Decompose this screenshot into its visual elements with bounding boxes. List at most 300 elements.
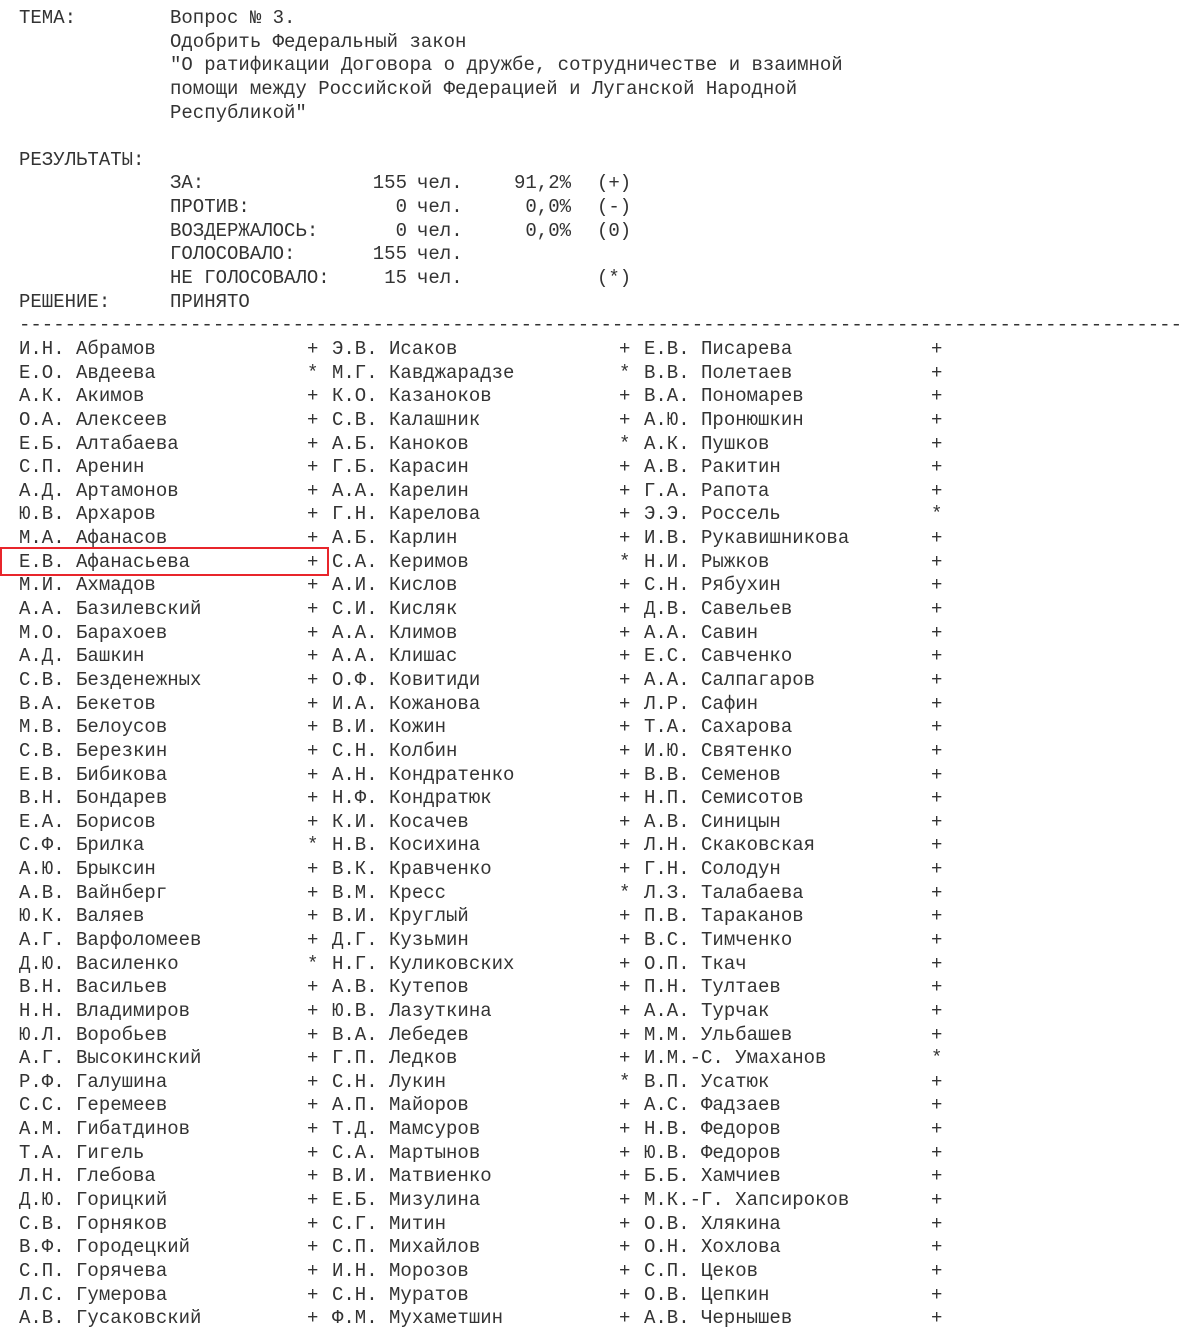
table-row <box>19 1307 959 1331</box>
table-row <box>19 527 959 551</box>
result-sign: (+) <box>597 172 632 195</box>
decision-row <box>19 291 959 315</box>
deputy-name: А.Д. Артамонов <box>19 479 179 502</box>
result-unit: чел. <box>417 196 463 219</box>
deputy-name: Т.Д. Мамсуров <box>332 1118 481 1141</box>
deputy-name: Д.В. Савельев <box>644 598 793 621</box>
deputy-name: М.А. Афанасов <box>19 527 168 550</box>
vote-mark: + <box>307 598 319 621</box>
vote-mark: + <box>619 1118 631 1141</box>
vote-mark: + <box>931 621 943 644</box>
results-label: РЕЗУЛЬТАТЫ: <box>19 148 145 171</box>
vote-mark: + <box>931 1283 943 1306</box>
result-sign: (0) <box>597 219 632 242</box>
table-row <box>19 480 959 504</box>
vote-mark: + <box>619 1212 631 1235</box>
deputy-name: Л.Н. Глебова <box>19 1165 156 1188</box>
vote-mark: + <box>931 598 943 621</box>
result-count: 0 <box>395 196 407 219</box>
deputy-name: Е.Б. Алтабаева <box>19 432 179 455</box>
vote-mark: + <box>619 645 631 668</box>
table-row <box>19 1260 959 1284</box>
table-row <box>19 1000 959 1024</box>
deputy-name: В.А. Бекетов <box>19 692 156 715</box>
vote-mark: + <box>307 976 319 999</box>
deputy-name: Е.О. Авдеева <box>19 361 156 384</box>
deputy-name: Э.Э. Россель <box>644 503 781 526</box>
result-count: 15 <box>384 267 407 290</box>
vote-mark: + <box>307 1070 319 1093</box>
vote-mark: + <box>931 361 943 384</box>
deputy-name: А.А. Карелин <box>332 479 469 502</box>
table-row <box>19 1165 959 1189</box>
vote-mark: + <box>307 1236 319 1259</box>
vote-mark: + <box>931 550 943 573</box>
table-row <box>19 598 959 622</box>
deputy-name: Ю.Л. Воробьев <box>19 1023 168 1046</box>
vote-mark: + <box>307 810 319 833</box>
deputy-name: М.Г. Кавджарадзе <box>332 361 515 384</box>
deputy-name: А.В. Ракитин <box>644 456 781 479</box>
deputy-name: С.А. Мартынов <box>332 1141 481 1164</box>
deputy-name: Г.П. Ледков <box>332 1047 458 1070</box>
deputy-name: С.Н. Колбин <box>332 739 458 762</box>
deputy-name: А.П. Майоров <box>332 1094 469 1117</box>
deputy-name: А.Ю. Пронюшкин <box>644 408 804 431</box>
deputy-name: С.П. Горячева <box>19 1259 168 1282</box>
vote-mark: + <box>619 716 631 739</box>
results-heading <box>19 149 959 173</box>
vote-mark: + <box>931 645 943 668</box>
deputy-name: О.Н. Хохлова <box>644 1236 781 1259</box>
table-row <box>19 1071 959 1095</box>
deputy-name: А.В. Вайнберг <box>19 881 168 904</box>
vote-mark: * <box>931 1047 943 1070</box>
vote-mark: + <box>619 952 631 975</box>
deputy-name: А.М. Гибатдинов <box>19 1118 191 1141</box>
vote-mark: + <box>307 905 319 928</box>
vote-mark: + <box>307 645 319 668</box>
table-row <box>19 1284 959 1308</box>
vote-mark: + <box>931 1259 943 1282</box>
deputy-name: О.П. Ткач <box>644 952 747 975</box>
deputy-name: И.Н. Морозов <box>332 1259 469 1282</box>
vote-mark: + <box>931 739 943 762</box>
deputy-name: В.А. Лебедев <box>332 1023 469 1046</box>
blank-line <box>19 125 959 149</box>
result-percent: 0,0% <box>525 196 571 219</box>
vote-document <box>19 7 1182 1331</box>
deputy-name: С.С. Геремеев <box>19 1094 168 1117</box>
table-row <box>19 953 959 977</box>
vote-mark: + <box>619 834 631 857</box>
vote-mark: + <box>619 668 631 691</box>
deputy-name: В.И. Матвиенко <box>332 1165 492 1188</box>
deputy-name: В.В. Полетаев <box>644 361 793 384</box>
deputy-name: А.Ю. Брыксин <box>19 858 156 881</box>
deputy-name: М.К.-Г. Хапсироков <box>644 1189 850 1212</box>
vote-mark: * <box>931 503 943 526</box>
vote-mark: + <box>307 1023 319 1046</box>
vote-mark: + <box>307 858 319 881</box>
deputy-name: Ю.В. Федоров <box>644 1141 781 1164</box>
table-row <box>19 740 959 764</box>
vote-mark: + <box>931 1212 943 1235</box>
vote-mark: + <box>307 503 319 526</box>
deputy-name: Н.И. Рыжков <box>644 550 770 573</box>
vote-mark: + <box>931 976 943 999</box>
vote-mark: + <box>307 1094 319 1117</box>
deputy-name: Г.А. Рапота <box>644 479 770 502</box>
deputy-name: Б.Б. Хамчиев <box>644 1165 781 1188</box>
vote-mark: + <box>619 1047 631 1070</box>
vote-mark: + <box>619 408 631 431</box>
vote-mark: + <box>931 763 943 786</box>
deputy-name: А.Б. Каноков <box>332 432 469 455</box>
vote-mark: + <box>619 1141 631 1164</box>
deputy-name: М.В. Белоусов <box>19 716 168 739</box>
vote-mark: + <box>931 1070 943 1093</box>
deputy-name: А.В. Кутепов <box>332 976 469 999</box>
vote-mark: + <box>619 456 631 479</box>
deputy-name: А.Б. Карлин <box>332 527 458 550</box>
deputy-name: В.П. Усатюк <box>644 1070 770 1093</box>
table-row <box>19 929 959 953</box>
result-count: 155 <box>372 243 407 266</box>
vote-mark: + <box>307 550 319 573</box>
deputy-name: В.Н. Васильев <box>19 976 168 999</box>
topic-text: Республикой" <box>170 101 307 124</box>
vote-mark: + <box>931 999 943 1022</box>
vote-mark: + <box>931 952 943 975</box>
decision-label: РЕШЕНИЕ: <box>19 290 111 313</box>
vote-mark: + <box>931 456 943 479</box>
vote-mark: + <box>307 1118 319 1141</box>
result-percent: 0,0% <box>525 219 571 242</box>
table-row <box>19 551 959 575</box>
deputy-name: Г.Н. Карелова <box>332 503 481 526</box>
deputy-name: С.Н. Рябухин <box>644 574 781 597</box>
vote-mark: + <box>619 527 631 550</box>
result-sign: (*) <box>597 267 632 290</box>
deputy-name: П.В. Тараканов <box>644 905 804 928</box>
vote-mark: + <box>307 763 319 786</box>
vote-mark: + <box>619 739 631 762</box>
vote-mark: + <box>931 1023 943 1046</box>
vote-mark: * <box>619 361 631 384</box>
table-row <box>19 716 959 740</box>
deputy-name: В.А. Пономарев <box>644 385 804 408</box>
deputy-name: Н.В. Федоров <box>644 1118 781 1141</box>
deputy-name: Ю.В. Архаров <box>19 503 156 526</box>
vote-mark: + <box>619 1165 631 1188</box>
vote-mark: + <box>307 692 319 715</box>
deputy-name: Е.В. Бибикова <box>19 763 168 786</box>
deputy-name: Л.З. Талабаева <box>644 881 804 904</box>
topic-line <box>19 78 959 102</box>
vote-mark: + <box>931 1189 943 1212</box>
vote-mark: + <box>931 385 943 408</box>
deputy-name: М.О. Барахоев <box>19 621 168 644</box>
deputy-name: А.В. Гусаковский <box>19 1307 202 1330</box>
deputy-name: О.В. Хлякина <box>644 1212 781 1235</box>
vote-mark: + <box>307 432 319 455</box>
deputy-name: С.В. Безденежных <box>19 668 202 691</box>
result-label: ПРОТИВ: <box>170 196 250 219</box>
deputy-name: Ю.В. Лазуткина <box>332 999 492 1022</box>
deputy-name: И.А. Кожанова <box>332 692 481 715</box>
vote-mark: + <box>619 598 631 621</box>
vote-mark: + <box>619 1189 631 1212</box>
deputy-name: А.С. Фадзаев <box>644 1094 781 1117</box>
vote-mark: + <box>619 976 631 999</box>
table-row <box>19 834 959 858</box>
topic-text: "О ратификации Договора о дружбе, сотрудничестве и взаимной <box>170 54 843 77</box>
deputy-name: О.В. Цепкин <box>644 1283 770 1306</box>
vote-mark: + <box>307 1047 319 1070</box>
result-sign: (-) <box>597 196 632 219</box>
vote-mark: + <box>619 1307 631 1330</box>
deputy-name: Д.Г. Кузьмин <box>332 928 469 951</box>
deputy-name: А.Г. Варфоломеев <box>19 928 202 951</box>
result-row <box>19 220 959 244</box>
vote-mark: + <box>307 408 319 431</box>
vote-mark: + <box>307 739 319 762</box>
deputy-name: Е.В. Афанасьева <box>19 550 191 573</box>
deputy-name: С.П. Цеков <box>644 1259 759 1282</box>
vote-mark: + <box>619 763 631 786</box>
deputy-name: В.В. Семенов <box>644 763 781 786</box>
table-row <box>19 1118 959 1142</box>
vote-mark: + <box>931 668 943 691</box>
table-row <box>19 456 959 480</box>
vote-mark: * <box>307 952 319 975</box>
deputy-name: Д.Ю. Василенко <box>19 952 179 975</box>
result-label: ЗА: <box>170 172 205 195</box>
deputy-name: А.А. Турчак <box>644 999 770 1022</box>
deputy-name: С.Ф. Брилка <box>19 834 145 857</box>
deputy-name: Н.Ф. Кондратюк <box>332 787 492 810</box>
result-count: 155 <box>372 172 407 195</box>
deputy-name: Р.Ф. Галушина <box>19 1070 168 1093</box>
deputy-name: Н.П. Семисотов <box>644 787 804 810</box>
deputy-name: Е.А. Борисов <box>19 810 156 833</box>
deputy-name: Л.Р. Сафин <box>644 692 759 715</box>
vote-mark: + <box>619 1094 631 1117</box>
table-row <box>19 1213 959 1237</box>
result-count: 0 <box>395 219 407 242</box>
table-row <box>19 362 959 386</box>
deputy-name: М.М. Ульбашев <box>644 1023 793 1046</box>
table-row <box>19 1047 959 1071</box>
separator-line: ------------------------------------------------------------------------------------------------------ <box>19 314 1182 337</box>
deputy-name: С.А. Керимов <box>332 550 469 573</box>
decision-value: ПРИНЯТО <box>170 290 250 313</box>
result-label: ГОЛОСОВАЛО: <box>170 243 296 266</box>
deputy-name: Г.Б. Карасин <box>332 456 469 479</box>
deputy-name: Г.Н. Солодун <box>644 858 781 881</box>
topic-line <box>19 54 959 78</box>
vote-mark: + <box>619 621 631 644</box>
deputy-name: С.П. Михайлов <box>332 1236 481 1259</box>
vote-mark: + <box>307 527 319 550</box>
vote-mark: + <box>307 928 319 951</box>
table-row <box>19 976 959 1000</box>
table-row <box>19 669 959 693</box>
deputy-name: А.В. Синицын <box>644 810 781 833</box>
table-row <box>19 409 959 433</box>
deputy-name: И.В. Рукавишникова <box>644 527 850 550</box>
vote-mark: + <box>619 928 631 951</box>
deputy-name: А.А. Клишас <box>332 645 458 668</box>
vote-mark: + <box>931 787 943 810</box>
deputy-name: А.А. Салпагаров <box>644 668 816 691</box>
vote-mark: * <box>307 834 319 857</box>
deputy-name: С.В. Горняков <box>19 1212 168 1235</box>
deputy-name: А.Д. Башкин <box>19 645 145 668</box>
vote-list <box>19 338 959 1331</box>
table-row <box>19 338 959 362</box>
vote-mark: + <box>619 810 631 833</box>
result-row <box>19 267 959 291</box>
vote-mark: + <box>307 456 319 479</box>
deputy-name: И.Ю. Святенко <box>644 739 793 762</box>
table-row <box>19 693 959 717</box>
deputy-name: В.С. Тимченко <box>644 928 793 951</box>
deputy-name: Д.Ю. Горицкий <box>19 1189 168 1212</box>
table-row <box>19 1236 959 1260</box>
vote-mark: + <box>619 385 631 408</box>
vote-mark: + <box>931 858 943 881</box>
vote-mark: + <box>619 479 631 502</box>
vote-mark: + <box>931 1141 943 1164</box>
vote-mark: + <box>931 1236 943 1259</box>
vote-mark: * <box>619 881 631 904</box>
vote-mark: + <box>931 408 943 431</box>
deputy-name: Э.В. Исаков <box>332 337 458 360</box>
vote-mark: + <box>619 858 631 881</box>
deputy-name: А.К. Пушков <box>644 432 770 455</box>
deputy-name: С.П. Аренин <box>19 456 145 479</box>
vote-mark: + <box>931 928 943 951</box>
deputy-name: С.В. Калашник <box>332 408 481 431</box>
vote-mark: + <box>931 716 943 739</box>
table-row <box>19 503 959 527</box>
topic-line <box>19 7 959 31</box>
deputy-name: В.И. Круглый <box>332 905 469 928</box>
vote-mark: + <box>931 479 943 502</box>
vote-mark: + <box>931 834 943 857</box>
deputy-name: А.Н. Кондратенко <box>332 763 515 786</box>
vote-mark: + <box>931 881 943 904</box>
deputy-name: В.Ф. Городецкий <box>19 1236 191 1259</box>
vote-mark: + <box>307 1307 319 1330</box>
deputy-name: Л.Н. Скаковская <box>644 834 816 857</box>
topic-label: ТЕМА: <box>19 7 77 29</box>
topic-text: помощи между Российской Федерацией и Луганской Народной <box>170 77 798 100</box>
deputy-name: И.М.-С. Умаханов <box>644 1047 827 1070</box>
vote-mark: + <box>931 905 943 928</box>
vote-mark: * <box>619 432 631 455</box>
vote-mark: + <box>307 1165 319 1188</box>
document-header <box>19 7 959 314</box>
vote-mark: + <box>931 1165 943 1188</box>
vote-mark: + <box>931 527 943 550</box>
deputy-name: В.И. Кожин <box>332 716 447 739</box>
table-row <box>19 433 959 457</box>
deputy-name: А.А. Климов <box>332 621 458 644</box>
result-row <box>19 196 959 220</box>
deputy-name: А.А. Савин <box>644 621 759 644</box>
table-row <box>19 882 959 906</box>
table-row <box>19 858 959 882</box>
vote-mark: * <box>619 550 631 573</box>
deputy-name: Н.Н. Владимиров <box>19 999 191 1022</box>
deputy-name: А.К. Акимов <box>19 385 145 408</box>
deputy-name: Е.С. Савченко <box>644 645 793 668</box>
vote-mark: + <box>307 881 319 904</box>
vote-mark: + <box>931 1307 943 1330</box>
deputy-name: В.К. Кравченко <box>332 858 492 881</box>
table-row <box>19 574 959 598</box>
deputy-name: С.В. Березкин <box>19 739 168 762</box>
result-percent: 91,2% <box>513 172 571 195</box>
table-row <box>19 622 959 646</box>
vote-mark: + <box>307 1189 319 1212</box>
vote-mark: + <box>619 999 631 1022</box>
table-row <box>19 1024 959 1048</box>
deputy-name: А.Г. Высокинский <box>19 1047 202 1070</box>
deputy-name: С.И. Кисляк <box>332 598 458 621</box>
table-row <box>19 645 959 669</box>
vote-mark: + <box>931 337 943 360</box>
table-row <box>19 905 959 929</box>
deputy-name: С.Н. Муратов <box>332 1283 469 1306</box>
vote-mark: + <box>619 1283 631 1306</box>
table-row <box>19 385 959 409</box>
deputy-name: С.Г. Митин <box>332 1212 447 1235</box>
deputy-name: Н.В. Косихина <box>332 834 481 857</box>
deputy-name: М.И. Ахмадов <box>19 574 156 597</box>
table-row <box>19 1094 959 1118</box>
deputy-name: И.Н. Абрамов <box>19 337 156 360</box>
vote-mark: + <box>307 787 319 810</box>
table-row <box>19 787 959 811</box>
vote-mark: + <box>307 479 319 502</box>
vote-mark: + <box>931 1094 943 1117</box>
result-row <box>19 243 959 267</box>
vote-mark: + <box>619 692 631 715</box>
vote-mark: + <box>931 1118 943 1141</box>
table-row <box>19 811 959 835</box>
topic-line <box>19 31 959 55</box>
vote-mark: + <box>619 1236 631 1259</box>
deputy-name: Т.А. Сахарова <box>644 716 793 739</box>
topic-text: Одобрить Федеральный закон <box>170 30 467 53</box>
vote-mark: + <box>307 337 319 360</box>
vote-mark: + <box>307 1283 319 1306</box>
vote-mark: + <box>619 337 631 360</box>
deputy-name: Т.А. Гигель <box>19 1141 145 1164</box>
vote-mark: + <box>307 1212 319 1235</box>
result-unit: чел. <box>417 267 463 290</box>
vote-mark: + <box>307 574 319 597</box>
vote-mark: + <box>619 1259 631 1282</box>
result-unit: чел. <box>417 172 463 195</box>
result-label: ВОЗДЕРЖАЛОСЬ: <box>170 219 319 242</box>
deputy-name: П.Н. Тултаев <box>644 976 781 999</box>
vote-mark: + <box>307 1141 319 1164</box>
